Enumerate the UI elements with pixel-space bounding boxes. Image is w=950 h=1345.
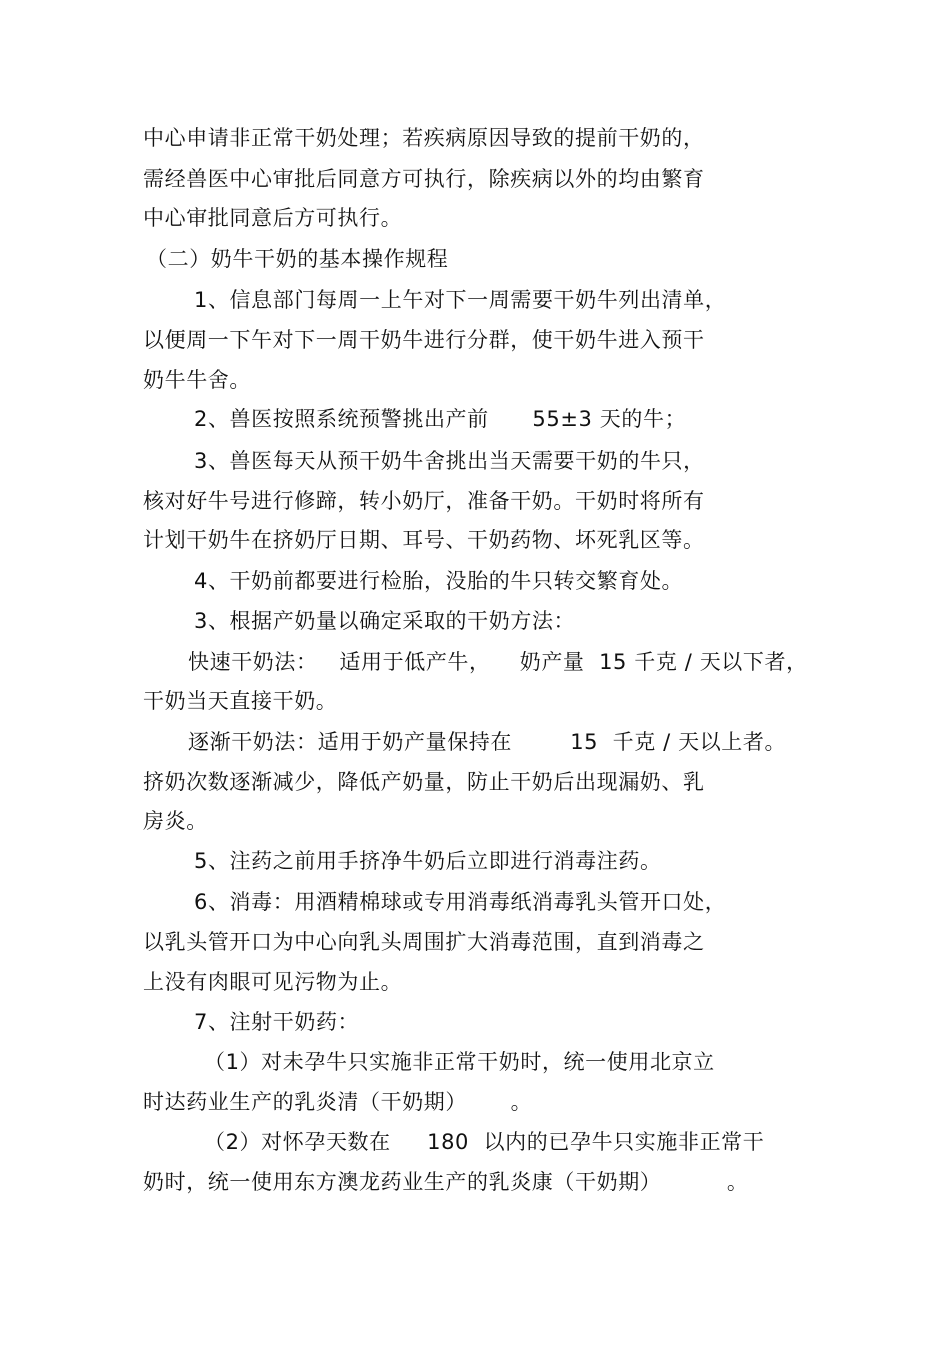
paragraph-line: 4、干奶前都要进行检胎，没胎的牛只转交繁育处。 bbox=[194, 569, 684, 593]
paragraph-line: 奶时，统一使用东方澳龙药业生产的乳炎康（干奶期） 。 bbox=[143, 1170, 749, 1194]
paragraph-line: 3、根据产奶量以确定采取的干奶方法： bbox=[194, 609, 576, 633]
paragraph-line: 奶牛牛舍。 bbox=[143, 368, 251, 392]
paragraph-line: 7、注射干奶药： bbox=[194, 1010, 360, 1034]
paragraph-line: 中心申请非正常干奶处理；若疾病原因导致的提前干奶的， bbox=[143, 126, 705, 150]
paragraph-line: （1）对未孕牛只实施非正常干奶时，统一使用北京立 bbox=[204, 1050, 715, 1074]
paragraph-line: 逐渐干奶法：适用于奶产量保持在 15 千克 / 天以上者。 bbox=[188, 730, 787, 754]
paragraph-line: 5、注药之前用手挤净牛奶后立即进行消毒注药。 bbox=[194, 849, 662, 873]
paragraph-line: 核对好牛号进行修蹄，转小奶厅，准备干奶。干奶时将所有 bbox=[143, 489, 705, 513]
paragraph-line: 上没有肉眼可见污物为止。 bbox=[143, 970, 403, 994]
paragraph-line: 3、兽医每天从预干奶牛舍挑出当天需要干奶的牛只， bbox=[194, 449, 705, 473]
section-heading: （二）奶牛干奶的基本操作规程 bbox=[146, 247, 449, 271]
paragraph-line: 以便周一下午对下一周干奶牛进行分群，使干奶牛进入预干 bbox=[143, 328, 705, 352]
paragraph-line: 2、兽医按照系统预警挑出产前 55±3 天的牛； bbox=[194, 407, 687, 431]
paragraph-line: 快速干奶法： 适用于低产牛， 奶产量 15 千克 / 天以下者， bbox=[188, 650, 808, 674]
paragraph-line: 时达药业生产的乳炎清（干奶期） 。 bbox=[143, 1090, 533, 1114]
paragraph-line: 计划干奶牛在挤奶厅日期、耳号、干奶药物、坏死乳区等。 bbox=[143, 528, 705, 552]
paragraph-line: （2）对怀孕天数在 180 以内的已孕牛只实施非正常干 bbox=[204, 1130, 765, 1154]
paragraph-line: 以乳头管开口为中心向乳头周围扩大消毒范围，直到消毒之 bbox=[143, 930, 705, 954]
paragraph-line: 挤奶次数逐渐减少，降低产奶量，防止干奶后出现漏奶、乳 bbox=[143, 770, 705, 794]
paragraph-line: 干奶当天直接干奶。 bbox=[143, 689, 338, 713]
paragraph-line: 1、信息部门每周一上午对下一周需要干奶牛列出清单， bbox=[194, 288, 727, 312]
paragraph-line: 6、消毒：用酒精棉球或专用消毒纸消毒乳头管开口处， bbox=[194, 890, 727, 914]
paragraph-line: 需经兽医中心审批后同意方可执行，除疾病以外的均由繁育 bbox=[143, 167, 705, 191]
paragraph-line: 房炎。 bbox=[143, 809, 208, 833]
paragraph-line: 中心审批同意后方可执行。 bbox=[143, 206, 403, 230]
